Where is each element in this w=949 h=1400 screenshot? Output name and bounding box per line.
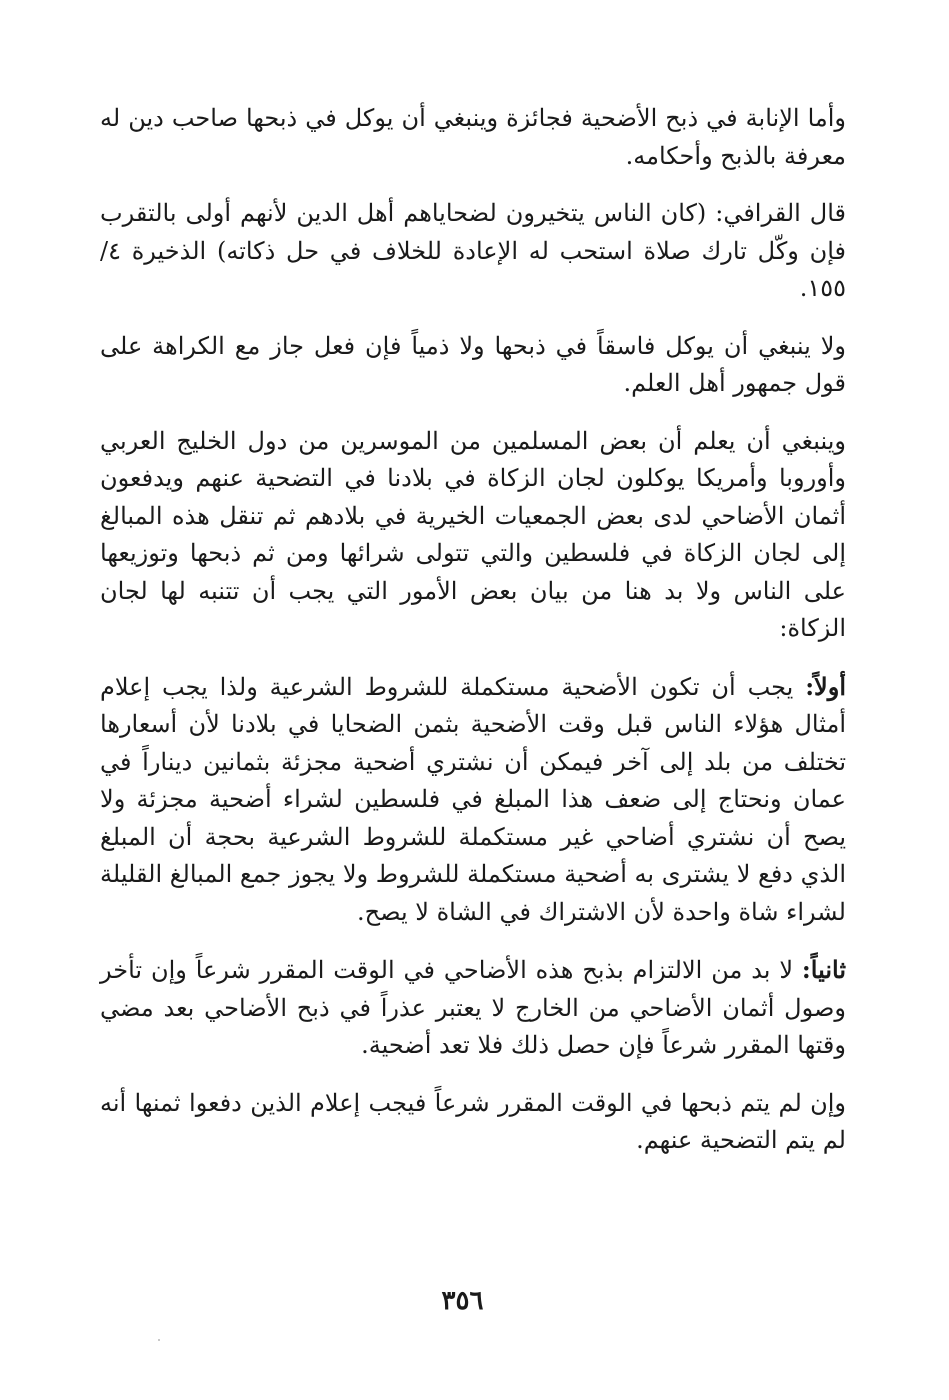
page-body — [100, 100, 846, 1180]
point-second-lead: ثانياً: — [801, 955, 846, 984]
page-number: ٣٥٦ — [441, 1286, 484, 1316]
point-first-lead: أولاً: — [805, 671, 846, 701]
point-first — [100, 668, 846, 932]
point-first-text: يجب أن تكون الأضحية مستكملة للشروط الشرعية ولذا يجب إعلام أمثال هؤلاء الناس قبل وقت الأضحية بثمن الضحايا في بلادنا لأن أسعارها تختلف من بلد إلى آخر فيمكن أن نشتري أضحية مجزئة بثمانين ديناراً في عمان ونحتاج إلى ضعف هذا المبلغ في فلسطين لشراء أضحية مجزئة ولا يصح أن نشتري أضاحي غير مستكملة للشروط الشرعية بحجة أن المبلغ الذي دفع لا يشترى به أضحية مستكملة للشروط ولا يجوز جمع المبالغ القليلة لشراء شاة واحدة لأن الاشتراك في الشاة لا يصح. — [100, 672, 846, 926]
paragraph-delegation: وأما الإنابة في ذبح الأضحية فجائزة وينبغي أن يوكل في ذبحها صاحب دين له معرفة بالذبح وأحكامه. — [100, 104, 846, 170]
point-second — [100, 951, 846, 1065]
paragraph-zakat-committees: وينبغي أن يعلم أن بعض المسلمين من الموسرين من دول الخليج العربي وأوروبا وأمريكا يوكلون لجان الزكاة في بلادنا في التضحية عنهم ويدفعون أثمان الأضاحي لدى بعض الجمعيات الخيرية في بلادهم ثم تنقل هذه المبالغ إلى لجان الزكاة في فلسطين والتي تتولى شرائها ومن ثم ذبحها وتوزيعها على الناس ولا بد هنا من بيان بعض الأمور التي يجب أن تتنبه لها لجان الزكاة: — [100, 426, 846, 642]
scan-speck — [158, 1339, 160, 1341]
paragraph-no-sinner: ولا ينبغي أن يوكل فاسقاً في ذبحها ولا ذمياً فإن فعل جاز مع الكراهة على قول جمهور أهل العلم. — [100, 331, 846, 397]
paragraph-closing: وإن لم يتم ذبحها في الوقت المقرر شرعاً فيجب إعلام الذين دفعوا ثمنها أنه لم يتم التضحية عنهم. — [100, 1088, 846, 1154]
paragraph-qarafi-quote: قال القرافي: (كان الناس يتخيرون لضحاياهم أهل الدين لأنهم أولى بالتقرب فإن وكّل تارك صلاة استحب له الإعادة للخلاف في حل ذكاته) الذخيرة ٤/ ١٥٥. — [100, 199, 846, 302]
point-second-text: لا بد من الالتزام بذبح هذه الأضاحي في الوقت المقرر شرعاً وإن تأخر وصول أثمان الأضاحي من الخارج لا يعتبر عذراً في ذبح الأضاحي بعد مضي وقتها المقرر شرعاً فإن حصل ذلك فلا تعد أضحية. — [100, 956, 846, 1059]
